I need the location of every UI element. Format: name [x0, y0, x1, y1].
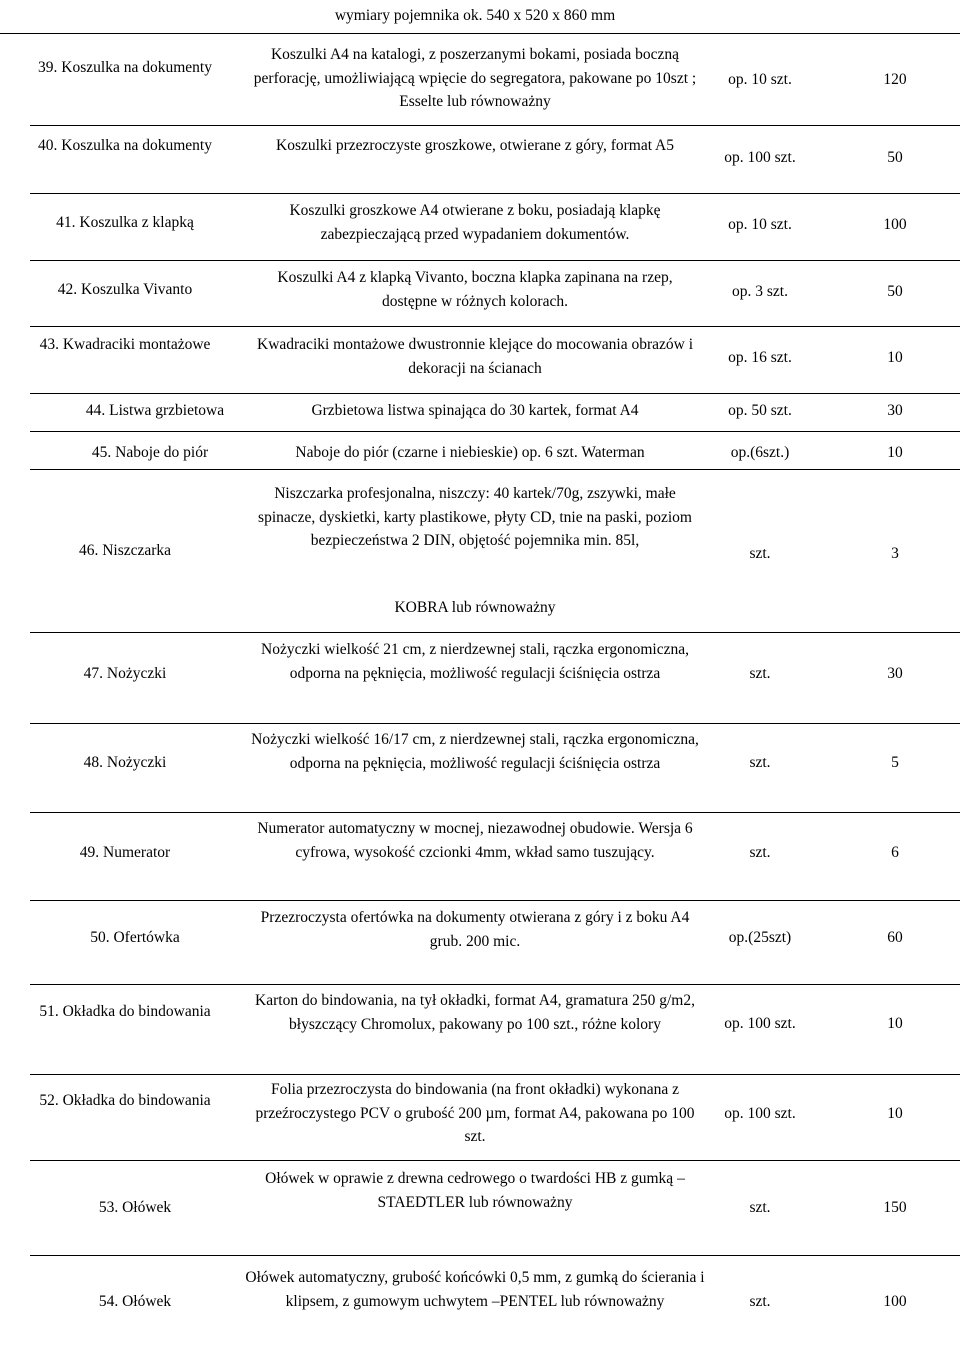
item-quantity: 5: [891, 754, 899, 771]
row-divider: [30, 723, 960, 724]
item-name: 48. Nożyczki: [83, 754, 167, 771]
row-divider: [30, 812, 960, 813]
item-name: 39. Koszulka na dokumenty: [38, 59, 212, 76]
item-description: Kwadraciki montażowe dwustronnie klejące do mocowania obrazów i dekoracji na ścianach: [257, 336, 693, 377]
item-quantity: 50: [887, 283, 903, 300]
row-divider: [30, 984, 960, 985]
item-description: Folia przezroczysta do bindowania (na front okładki) wykonana z przeźroczystego PCV o grubość 200 µm, format A4, pakowana po 100 szt.: [255, 1081, 695, 1145]
item-name: 44. Listwa grzbietowa: [85, 402, 225, 419]
row-divider: [30, 632, 960, 633]
item-unit: szt.: [749, 1293, 771, 1310]
item-unit: op.(25szt): [728, 929, 792, 946]
item-description: Naboje do piór (czarne i niebieskie) op. 6 szt. Waterman: [295, 444, 645, 461]
item-unit: op. 3 szt.: [732, 283, 788, 300]
item-unit: op. 100 szt.: [724, 149, 796, 166]
item-name: 43. Kwadraciki montażowe: [39, 336, 211, 353]
item-unit: szt.: [749, 1199, 771, 1216]
item-name: 51. Okładka do bindowania: [39, 1003, 211, 1020]
item-quantity: 50: [887, 149, 903, 166]
row-divider: [30, 193, 960, 194]
row-divider: [30, 260, 960, 261]
item-quantity: 100: [883, 216, 907, 233]
item-quantity: 150: [883, 1199, 907, 1216]
item-description: Numerator automatyczny w mocnej, niezawodnej obudowie. Wersja 6 cyfrowa, wysokość czcionki 4mm, wkład samo tuszujący.: [257, 820, 693, 861]
item-name: 54. Ołówek: [98, 1293, 172, 1310]
item-quantity: 30: [887, 402, 903, 419]
item-name: 45. Naboje do piór: [91, 444, 209, 461]
item-description: Niszczarka profesjonalna, niszczy: 40 kartek/70g, zszywki, małe spinacze, dyskietki, karty plastikowe, płyty CD, tnie na paski, poziom bezpieczeństwa 2 DIN, objętość pojemnika min. 85l,: [258, 485, 692, 549]
item-quantity: 3: [891, 545, 899, 562]
item-name: 46. Niszczarka: [78, 542, 172, 559]
item-quantity: 10: [887, 349, 903, 366]
row-divider: [30, 125, 960, 126]
item-unit: op. 10 szt.: [728, 71, 792, 88]
item-quantity: 10: [887, 1105, 903, 1122]
item-unit: op. 50 szt.: [728, 402, 792, 419]
row-divider: [30, 900, 960, 901]
row-divider: [30, 393, 960, 394]
item-unit: szt.: [749, 844, 771, 861]
item-unit: op.(6szt.): [730, 444, 790, 461]
item-unit: szt.: [749, 545, 771, 562]
item-description-brand: KOBRA lub równoważny: [394, 599, 556, 616]
item-description: Ołówek automatyczny, grubość końcówki 0,5 mm, z gumką do ścierania i klipsem, z gumowym uchwytem –PENTEL lub równoważny: [245, 1269, 705, 1310]
item-name: 50. Ofertówka: [90, 929, 180, 946]
item-name: 40. Koszulka na dokumenty: [38, 137, 212, 154]
item-quantity: 10: [887, 1015, 903, 1032]
row-divider: [30, 1160, 960, 1161]
item-name: 49. Numerator: [79, 844, 171, 861]
item-description: Nożyczki wielkość 16/17 cm, z nierdzewnej stali, rączka ergonomiczna, odporna na pęknięcia, możliwość regulacji ściśnięcia ostrza: [251, 731, 699, 772]
item-quantity: 60: [887, 929, 903, 946]
item-name: 41. Koszulka z klapką: [56, 214, 194, 231]
item-name: 52. Okładka do bindowania: [39, 1092, 211, 1109]
item-unit: szt.: [749, 665, 771, 682]
item-description: Koszulki groszkowe A4 otwierane z boku, posiadają klapkę zabezpieczającą przed wypadaniem dokumentów.: [289, 202, 661, 243]
row-divider: [30, 326, 960, 327]
row-divider: [0, 33, 960, 34]
item-description: Koszulki przezroczyste groszkowe, otwierane z góry, format A5: [276, 137, 674, 154]
item-unit: op. 16 szt.: [728, 349, 792, 366]
item-unit: op. 100 szt.: [724, 1105, 796, 1122]
item-name: 42. Koszulka Vivanto: [57, 281, 193, 298]
item-quantity: 120: [883, 71, 907, 88]
item-quantity: 10: [887, 444, 903, 461]
row-divider: [30, 431, 960, 432]
item-description: Grzbietowa listwa spinająca do 30 kartek, format A4: [311, 402, 639, 419]
item-description: Nożyczki wielkość 21 cm, z nierdzewnej stali, rączka ergonomiczna, odporna na pęknięcia, możliwość regulacji ściśnięcia ostrza: [261, 641, 689, 682]
item-quantity: 100: [883, 1293, 907, 1310]
item-description: Koszulki A4 na katalogi, z poszerzanymi bokami, posiada boczną perforację, umożliwiającą wpięcie do segregatora, pakowane po 10szt ; Esselte lub równoważny: [253, 46, 697, 110]
item-quantity: 30: [887, 665, 903, 682]
item-unit: op. 10 szt.: [728, 216, 792, 233]
item-description: Karton do bindowania, na tył okładki, format A4, gramatura 250 g/m2, błyszczący Chromolux, pakowany po 100 szt., różne kolory: [255, 992, 695, 1033]
item-description: Ołówek w oprawie z drewna cedrowego o twardości HB z gumką –STAEDTLER lub równoważny: [265, 1170, 685, 1211]
item-unit: op. 100 szt.: [724, 1015, 796, 1032]
item-name: 47. Nożyczki: [83, 665, 167, 682]
item-description: Przezroczysta ofertówka na dokumenty otwierana z góry i z boku A4 grub. 200 mic.: [260, 909, 690, 950]
item-quantity: 6: [891, 844, 899, 861]
item-description: Koszulki A4 z klapką Vivanto, boczna klapka zapinana na rzep, dostępne w różnych kolorach.: [277, 269, 673, 310]
header-description: wymiary pojemnika ok. 540 x 520 x 860 mm: [334, 7, 616, 24]
row-divider: [30, 1255, 960, 1256]
item-unit: szt.: [749, 754, 771, 771]
row-divider: [30, 469, 960, 470]
item-name: 53. Ołówek: [98, 1199, 172, 1216]
row-divider: [30, 1074, 960, 1075]
